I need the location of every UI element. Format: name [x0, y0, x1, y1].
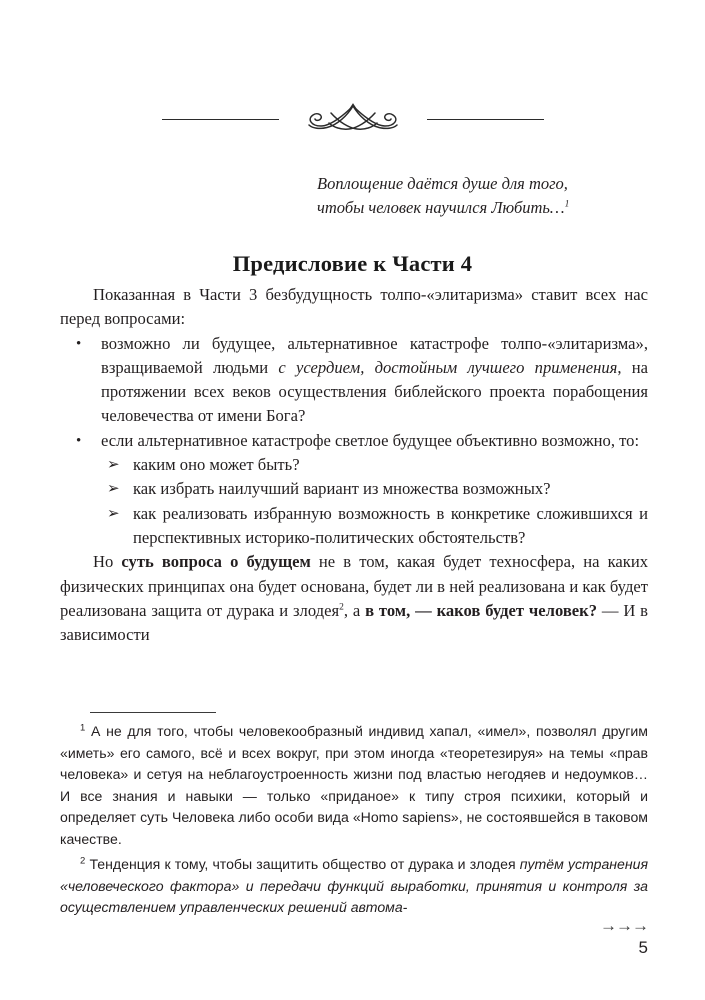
closing-seg-3: , а	[343, 600, 366, 620]
bullet-text-part1: если альтернативное катастрофе светлое будущее объективно возможно, то:	[101, 430, 640, 450]
epigraph	[317, 172, 647, 220]
intro-paragraph: Показанная в Части 3 безбудущность толпо-«элитаризма» ставит всех нас перед вопросами:	[60, 285, 648, 329]
closing-bold-2: в том, — каков будет человек?	[365, 600, 598, 620]
footnotes-area	[60, 721, 648, 923]
bullet-marker-icon: •	[76, 432, 82, 449]
sub-bullet-text: как реализовать избранную возможность в конкретике сложившихся и перспективных историко-политических обстоятельств?	[133, 503, 648, 547]
flourish-icon	[297, 98, 409, 140]
ornament-rule-right	[427, 119, 544, 120]
bullet-marker-icon: •	[76, 335, 82, 352]
footnote-ref-2: 2	[339, 602, 344, 613]
closing-seg-2: не в том, какая будет техносфера, на каких физических принципах она будет основана, будет ли в ней реализована и как будет реализована защита от дурака и злодея	[60, 552, 648, 620]
arrow-bullet-icon: ➢	[107, 481, 120, 498]
arrow-bullet-icon: ➢	[107, 505, 120, 522]
footnote-1-text: А не для того, чтобы человекообразный индивид хапал, «имел», позволял другим «иметь» его самого, всё и всех вокруг, при этом иногда «теоретезируя» на темы «прав человека» и сетуя на неблагоустроенность жизни под властью негодяев и недоумков… И все знания и навыки — только «приданое» к типу строя психики, который и определяет суть Человека либо особи вида «Homo sapiens», не состоявшейся в таковом качестве.	[60, 723, 648, 847]
footnote-2-number: 2	[80, 855, 86, 867]
closing-paragraph	[60, 550, 648, 647]
epigraph-line-2: чтобы человек научился Любить…	[317, 198, 565, 217]
list-item	[60, 429, 648, 453]
bullet-text-part1: возможно ли будущее, альтернативное катастрофе толпо-«элитаризма», взращиваемой людьми	[101, 333, 648, 377]
sub-bullet-text: каким оно может быть?	[133, 455, 300, 475]
closing-seg-1: Но	[93, 552, 122, 572]
list-item	[60, 453, 648, 477]
ornament-rule-left	[162, 119, 279, 120]
list-item	[60, 477, 648, 501]
list-item	[60, 502, 648, 551]
question-bullet-list	[60, 332, 648, 453]
body-text	[60, 283, 648, 647]
closing-seg-4: — И в зависимости	[60, 600, 649, 645]
continuation-arrows-icon: →→→	[600, 916, 648, 935]
page-number: 5	[638, 938, 648, 957]
sub-bullet-text: как избрать наилучший вариант из множества возможных?	[133, 479, 551, 499]
footnote-1-number: 1	[80, 722, 86, 734]
sub-question-list	[60, 453, 648, 550]
epigraph-line-1: Воплощение даётся душе для того,	[317, 174, 568, 193]
footnote-2-text: Тенденция к тому, чтобы защитить общество от дурака и злодея	[89, 856, 520, 872]
list-item	[60, 332, 648, 429]
footnote-1	[60, 721, 648, 850]
bullet-text-part2: , на протяжении всех веков осуществления библейского проекта порабощения человечества от имени Бога?	[101, 357, 648, 426]
epigraph-footnote-ref: 1	[564, 199, 570, 210]
closing-bold-1: суть вопроса о будущем	[121, 552, 311, 572]
footnote-2-italic: путём устранения «человеческого фактора» и передачи функций выработки, принятия и контроля за осуществлением управленческих решений автома-	[60, 856, 649, 915]
footnote-2	[60, 854, 648, 919]
bullet-text-italic: с усердием, достойным лучшего применения	[278, 357, 618, 377]
ornament-divider	[60, 96, 645, 142]
page-title: Предисловие к Части 4	[232, 251, 473, 277]
footnote-separator	[90, 712, 216, 713]
arrow-bullet-icon: ➢	[107, 457, 120, 474]
